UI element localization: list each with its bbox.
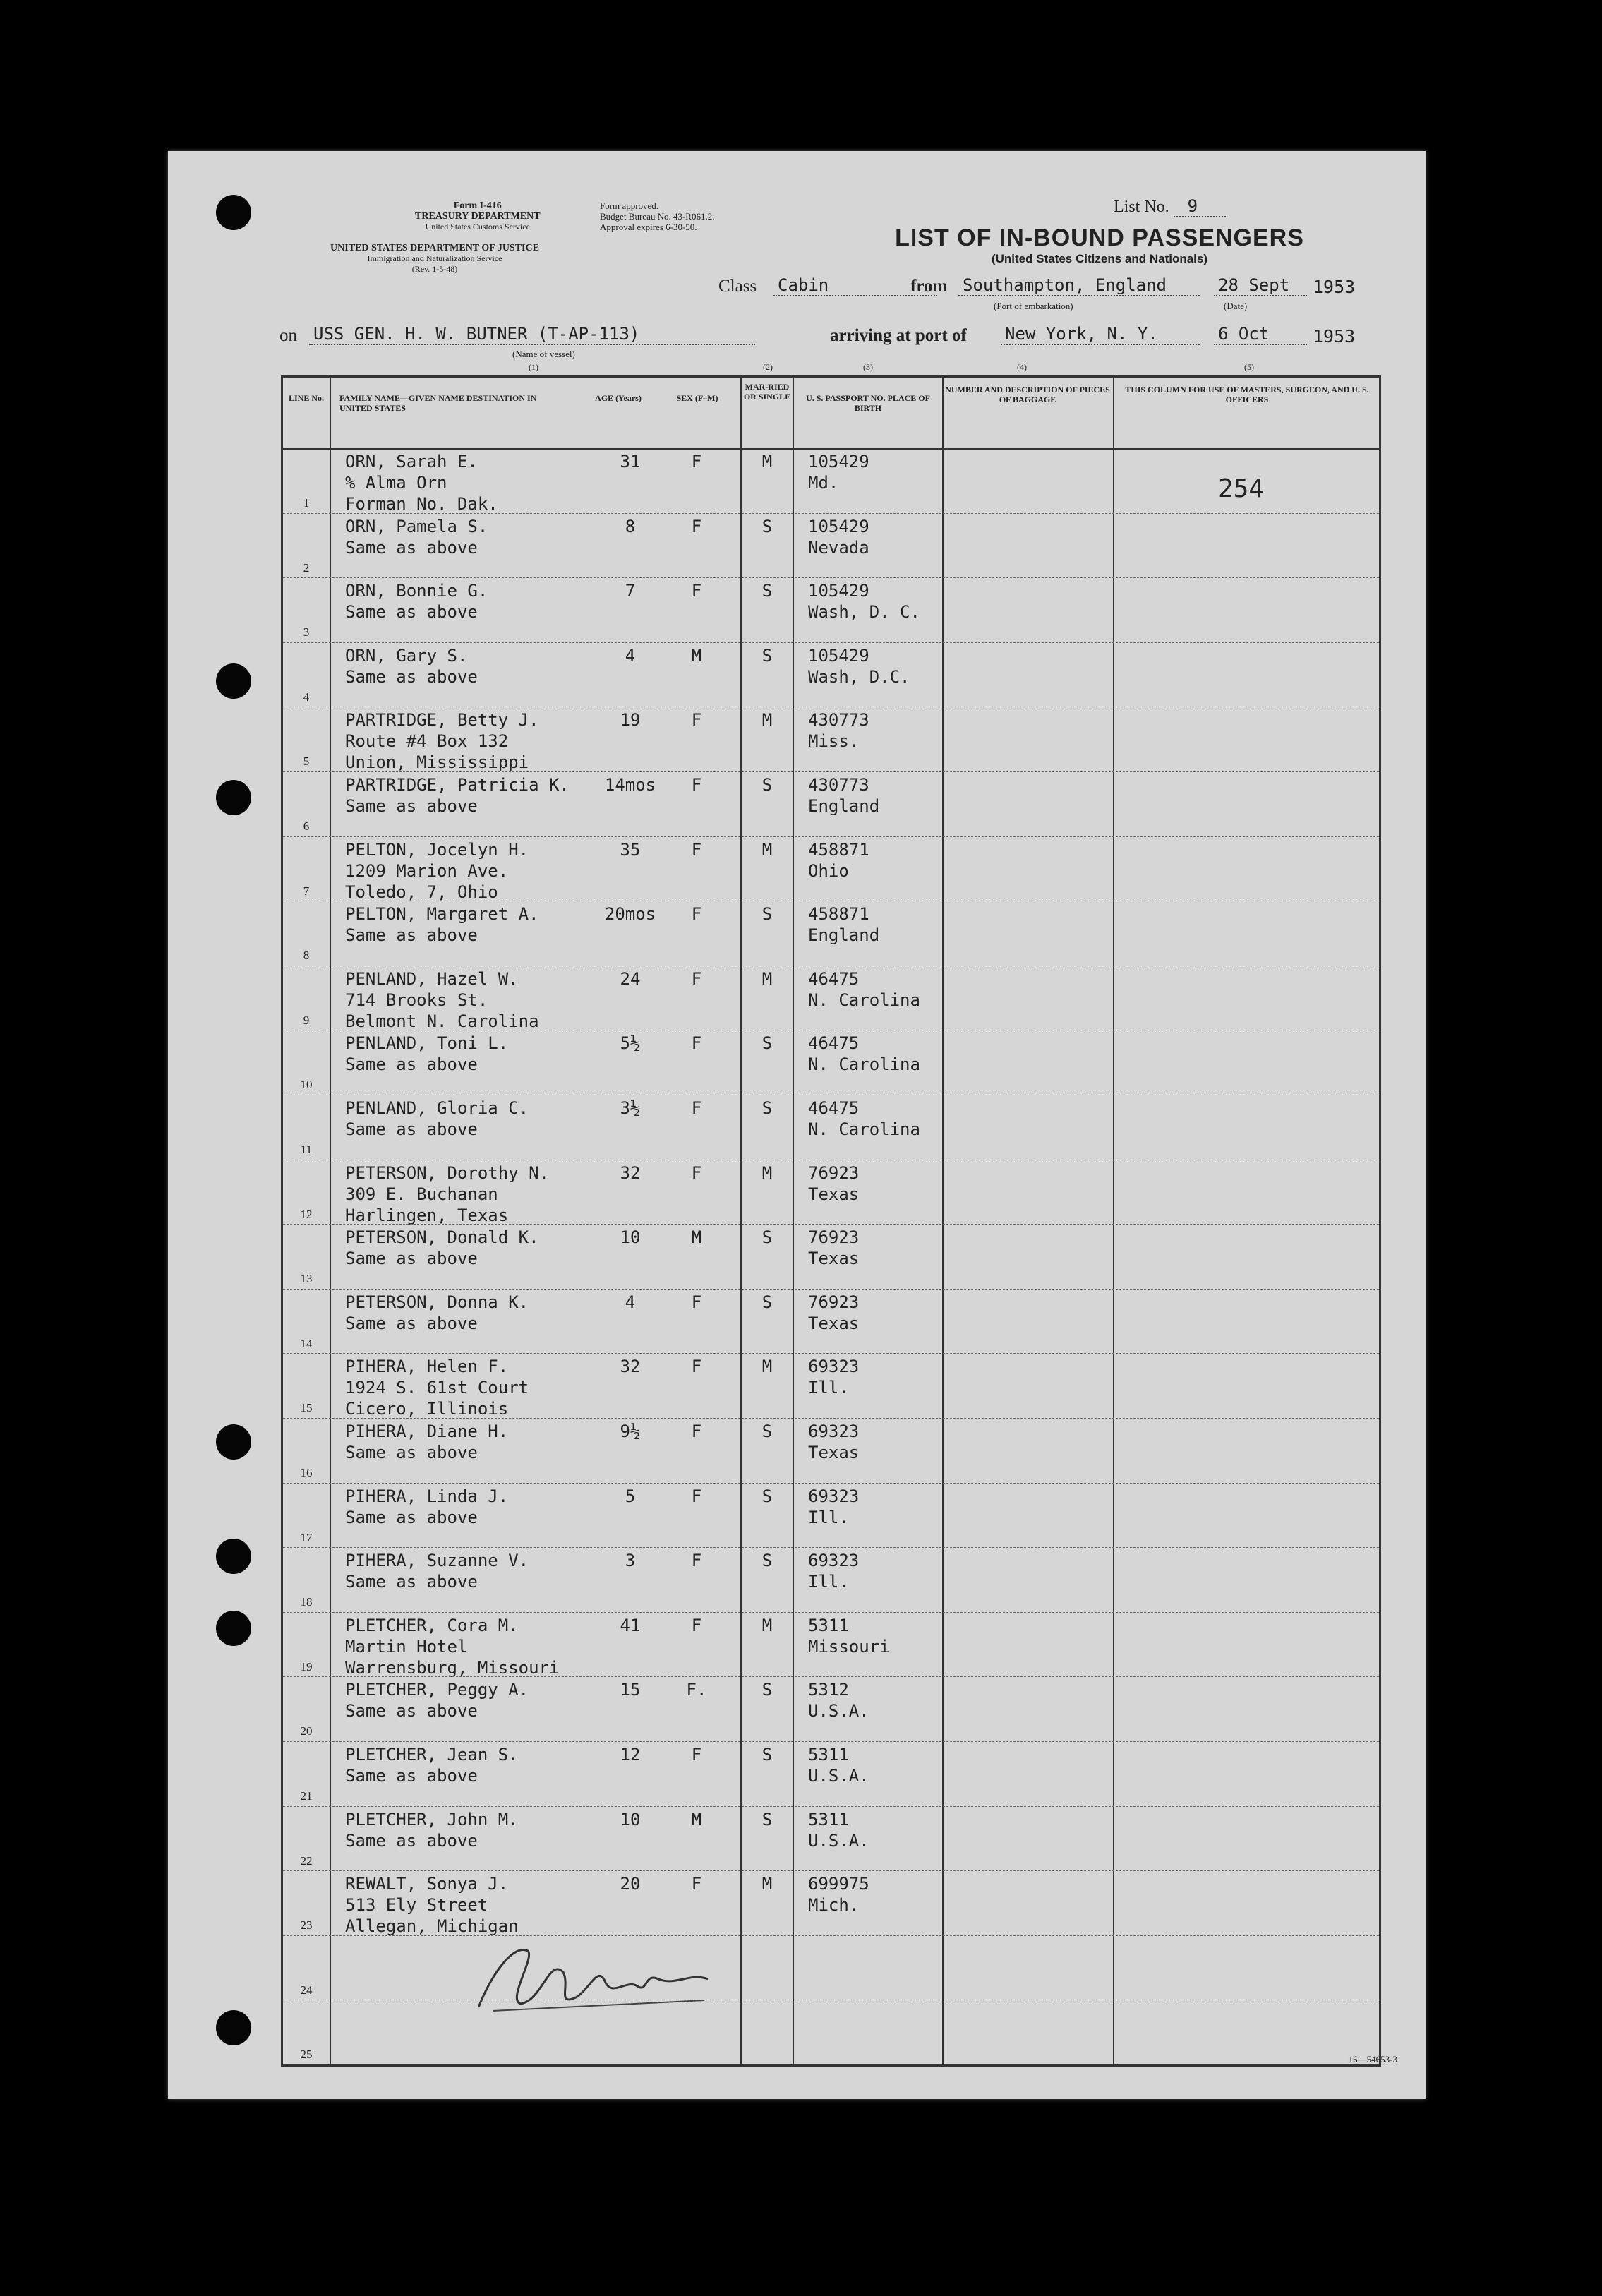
passenger-age: 41 (620, 1615, 641, 1635)
passenger-age: 7 (625, 581, 636, 601)
marital-status: S (761, 1292, 773, 1312)
passport-birthplace: 46475 N. Carolina (808, 968, 920, 1010)
passport-birthplace: 5311 U.S.A. (808, 1745, 869, 1786)
from-value: Southampton, England (958, 275, 1200, 296)
col-baggage: NUMBER AND DESCRIPTION OF PIECES OF BAGGAGE (945, 385, 1110, 404)
revision: (Rev. 1-5-48) (411, 264, 458, 274)
form-approved: Form approved. (600, 200, 659, 211)
marital-status: M (761, 1615, 773, 1635)
passport-birthplace: 430773 England (808, 775, 880, 816)
passport-birthplace: 105429 Nevada (808, 516, 869, 558)
marital-status: S (761, 904, 773, 925)
passenger-name: PLETCHER, Peggy A. Same as above (345, 1680, 529, 1721)
passenger-age: 5 (625, 1486, 636, 1506)
customs-service: United States Customs Service (425, 222, 530, 232)
passenger-name: PENLAND, Hazel W. 714 Brooks St. Belmont N. Carolina (345, 968, 539, 1031)
col-officers: THIS COLUMN FOR USE OF MASTERS, SURGEON, AND U. S. OFFICERS (1125, 385, 1369, 404)
passenger-sex: F (691, 581, 702, 601)
page-title (888, 224, 1311, 266)
row-divider (283, 771, 1379, 772)
passenger-name: PLETCHER, Jean S. Same as above (345, 1745, 519, 1786)
passenger-sex: F (691, 1098, 702, 1118)
binder-hole (216, 1424, 251, 1460)
passenger-age: 10 (620, 1227, 641, 1248)
passenger-table (281, 362, 1381, 2067)
marital-status: M (761, 839, 773, 860)
passenger-name: PIHERA, Suzanne V. Same as above (345, 1551, 529, 1592)
marital-status: M (761, 1162, 773, 1183)
title-sub: (United States Citizens and Nationals) (991, 252, 1208, 265)
line-number: 22 (300, 1853, 313, 1868)
class-label: Class (718, 277, 757, 296)
passenger-name: PELTON, Margaret A. Same as above (345, 904, 539, 946)
col-married: MAR-RIED OR SINGLE (743, 382, 791, 402)
line-number: 4 (303, 690, 310, 704)
row-divider (283, 1806, 1379, 1807)
passenger-sex: F (691, 968, 702, 989)
passenger-sex: F (691, 452, 702, 471)
passenger-name: PIHERA, Helen F. 1924 S. 61st Court Cicero, Illinois (345, 1357, 529, 1419)
passenger-name: PARTRIDGE, Betty J. Route #4 Box 132 Union, Mississippi (345, 710, 539, 773)
passenger-sex: F (691, 1357, 702, 1377)
handwritten-signature (464, 1930, 733, 2028)
passenger-name: PENLAND, Gloria C. Same as above (345, 1098, 529, 1139)
col-divider (330, 378, 331, 2064)
passenger-sex: F. (686, 1680, 707, 1700)
passport-birthplace: 46475 N. Carolina (808, 1033, 920, 1075)
marital-status: S (761, 1486, 773, 1506)
binder-hole (216, 195, 251, 230)
row-divider (283, 1612, 1379, 1613)
passenger-age: 4 (625, 645, 636, 666)
passenger-name: PENLAND, Toni L. Same as above (345, 1033, 509, 1075)
marital-status: S (761, 1422, 773, 1441)
vessel-label: (Name of vessel) (512, 349, 575, 359)
marital-status: S (761, 1033, 773, 1054)
col-passport: U. S. PASSPORT NO. PLACE OF BIRTH (806, 393, 930, 413)
passport-birthplace: 5311 U.S.A. (808, 1809, 869, 1851)
row-divider (283, 1483, 1379, 1484)
passenger-sex: F (691, 1745, 702, 1765)
passport-birthplace: 105429 Wash, D. C. (808, 581, 920, 623)
line-number: 8 (303, 949, 310, 963)
line-number: 24 (300, 1983, 313, 1997)
passenger-name: PLETCHER, John M. Same as above (345, 1809, 519, 1851)
list-no-value: 9 (1174, 196, 1226, 217)
line-number: 15 (300, 1401, 313, 1415)
row-divider (283, 1935, 1379, 1936)
passport-birthplace: 430773 Miss. (808, 710, 869, 752)
passport-birthplace: 76923 Texas (808, 1227, 860, 1269)
passenger-age: 8 (625, 516, 636, 536)
passport-birthplace: 5312 U.S.A. (808, 1680, 869, 1721)
passenger-age: 4 (625, 1292, 636, 1312)
passport-birthplace: 458871 England (808, 904, 880, 946)
col-divider (1113, 378, 1114, 2064)
passenger-age: 12 (620, 1745, 641, 1765)
passenger-name: PIHERA, Diane H. Same as above (345, 1422, 509, 1462)
passenger-name: PARTRIDGE, Patricia K. Same as above (345, 775, 570, 816)
passport-birthplace: 69323 Texas (808, 1422, 860, 1462)
class-value: Cabin (773, 275, 937, 296)
passport-birthplace: 69323 Ill. (808, 1551, 860, 1592)
arrival-year: 1953 (1313, 326, 1356, 347)
passenger-age: 32 (620, 1357, 641, 1377)
arrival-date: 6 Oct (1214, 324, 1307, 345)
passenger-sex: M (691, 645, 702, 666)
passenger-age: 10 (620, 1809, 641, 1829)
treasury-block (415, 200, 541, 232)
line-number: 3 (303, 625, 310, 639)
col-number-5: (5) (1244, 362, 1254, 372)
passenger-sex: F (691, 1292, 702, 1312)
marital-status: M (761, 452, 773, 471)
approval-expiry: Approval expires 6-30-50. (600, 222, 697, 232)
line-number: 10 (300, 1078, 313, 1092)
row-divider (283, 642, 1379, 643)
col-number-2: (2) (763, 362, 773, 372)
marital-status: M (761, 1874, 773, 1894)
row-divider (283, 577, 1379, 578)
passenger-sex: F (691, 839, 702, 860)
passport-birthplace: 76923 Texas (808, 1292, 860, 1333)
passenger-name: ORN, Gary S. Same as above (345, 645, 478, 687)
port-label: (Port of embarkation) (994, 301, 1073, 311)
marital-status: S (761, 1680, 773, 1700)
passenger-name: PLETCHER, Cora M. Martin Hotel Warrensburg, Missouri (345, 1615, 560, 1678)
passenger-sex: F (691, 775, 702, 795)
binder-hole (216, 780, 251, 815)
header-divider (283, 448, 1379, 450)
form-approval (600, 200, 714, 232)
passport-birthplace: 105429 Md. (808, 452, 869, 493)
from-label: from (910, 277, 948, 296)
passenger-name: PIHERA, Linda J. Same as above (345, 1486, 509, 1527)
manifest-sheet (168, 151, 1426, 2099)
line-number: 12 (300, 1207, 313, 1221)
marital-status: M (761, 968, 773, 989)
col-sex: SEX (F–M) (676, 393, 718, 403)
line-number: 7 (303, 884, 310, 898)
passport-birthplace: 5311 Missouri (808, 1615, 890, 1657)
col-age: AGE (Years) (595, 393, 642, 403)
arrival-port: New York, N. Y. (1001, 324, 1200, 345)
passenger-age: 35 (620, 839, 641, 860)
passenger-sex: F (691, 516, 702, 536)
form-code: 16—54653-3 (1348, 2054, 1397, 2064)
list-number (1114, 196, 1226, 217)
passenger-sex: F (691, 1615, 702, 1635)
passenger-age: 20 (620, 1874, 641, 1894)
line-number: 14 (300, 1336, 313, 1350)
marital-status: S (761, 1809, 773, 1829)
passenger-name: PELTON, Jocelyn H. 1209 Marion Ave. Toledo, 7, Ohio (345, 839, 529, 902)
passenger-sex: F (691, 1551, 702, 1571)
line-number: 23 (300, 1918, 313, 1933)
passport-birthplace: 69323 Ill. (808, 1357, 860, 1398)
passenger-sex: F (691, 1874, 702, 1894)
form-number: Form I-416 (453, 200, 502, 211)
passenger-sex: F (691, 1162, 702, 1183)
officer-stamp-number: 254 (1218, 474, 1265, 503)
passenger-age: 5½ (620, 1033, 641, 1054)
passenger-age: 19 (620, 710, 641, 731)
line-number: 2 (303, 560, 310, 575)
marital-status: S (761, 516, 773, 536)
arriving-label: arriving at port of (830, 326, 967, 345)
binder-hole (216, 1539, 251, 1574)
marital-status: S (761, 1745, 773, 1765)
passport-birthplace: 105429 Wash, D.C. (808, 645, 910, 687)
row-divider (283, 1547, 1379, 1548)
line-number: 16 (300, 1466, 313, 1479)
col-number-4: (4) (1017, 362, 1027, 372)
passenger-age: 24 (620, 968, 641, 989)
passenger-sex: F (691, 710, 702, 731)
passenger-age: 20mos (604, 904, 656, 925)
passenger-age: 3 (625, 1551, 636, 1571)
passenger-age: 32 (620, 1162, 641, 1183)
departure-year: 1953 (1313, 277, 1356, 297)
line-number: 13 (300, 1272, 313, 1286)
col-number-3: (3) (863, 362, 873, 372)
departure-date: 28 Sept (1214, 275, 1307, 296)
on-label: on (279, 326, 297, 345)
line-number: 19 (300, 1659, 313, 1673)
row-divider (283, 513, 1379, 514)
passenger-sex: F (691, 1033, 702, 1054)
row-divider (283, 1353, 1379, 1354)
passenger-age: 31 (620, 452, 641, 471)
marital-status: S (761, 645, 773, 666)
marital-status: S (761, 1227, 773, 1248)
marital-status: M (761, 710, 773, 731)
line-number: 18 (300, 1595, 313, 1609)
passenger-sex: F (691, 1486, 702, 1506)
binder-hole (216, 1611, 251, 1646)
row-divider (283, 1741, 1379, 1742)
line-number: 20 (300, 1724, 313, 1738)
passenger-name: PETERSON, Dorothy N. 309 E. Buchanan Harlingen, Texas (345, 1162, 549, 1225)
passenger-name: ORN, Sarah E. % Alma Orn Forman No. Dak. (345, 452, 498, 514)
passenger-age: 9½ (620, 1422, 641, 1441)
line-number: 9 (303, 1013, 310, 1027)
line-number: 11 (300, 1143, 313, 1156)
row-divider (283, 1224, 1379, 1225)
passenger-age: 15 (620, 1680, 641, 1700)
passenger-age: 3½ (620, 1098, 641, 1118)
marital-status: S (761, 775, 773, 795)
col-divider (942, 378, 944, 2064)
col-number-1: (1) (529, 362, 538, 372)
budget-bureau: Budget Bureau No. 43-R061.2. (600, 211, 715, 222)
line-number: 25 (300, 2048, 313, 2062)
marital-status: S (761, 581, 773, 601)
line-number: 1 (303, 496, 310, 510)
passenger-name: ORN, Bonnie G. Same as above (345, 581, 488, 623)
passport-birthplace: 46475 N. Carolina (808, 1098, 920, 1139)
justice-dept: UNITED STATES DEPARTMENT OF JUSTICE (330, 243, 539, 253)
row-divider (283, 1676, 1379, 1677)
col-name: FAMILY NAME—GIVEN NAME DESTINATION IN UNITED STATES (339, 393, 537, 413)
line-number: 21 (300, 1789, 313, 1803)
row-divider (283, 1870, 1379, 1871)
passport-birthplace: 699975 Mich. (808, 1874, 869, 1916)
vessel-name: USS GEN. H. W. BUTNER (T-AP-113) (309, 324, 755, 345)
passenger-sex: F (691, 1422, 702, 1441)
treasury-dept: TREASURY DEPARTMENT (415, 211, 541, 222)
passenger-sex: M (691, 1227, 702, 1248)
col-divider (793, 378, 794, 2064)
passenger-sex: M (691, 1809, 702, 1829)
marital-status: S (761, 1551, 773, 1571)
passenger-name: PETERSON, Donna K. Same as above (345, 1292, 529, 1333)
passport-birthplace: 458871 Ohio (808, 839, 869, 881)
passenger-name: ORN, Pamela S. Same as above (345, 516, 488, 558)
passport-birthplace: 76923 Texas (808, 1162, 860, 1204)
marital-status: S (761, 1098, 773, 1118)
passenger-age: 14mos (604, 775, 656, 795)
binder-hole (216, 663, 251, 699)
title-main: LIST OF IN-BOUND PASSENGERS (895, 224, 1304, 251)
row-divider (283, 836, 1379, 837)
col-line: LINE No. (288, 393, 324, 403)
row-divider (283, 1289, 1379, 1290)
ins-service: Immigration and Naturalization Service (367, 253, 502, 263)
row-divider (283, 1418, 1379, 1419)
date-label: (Date) (1224, 301, 1248, 311)
line-number: 6 (303, 819, 310, 833)
list-no-label: List No. (1114, 198, 1169, 216)
line-number: 5 (303, 755, 310, 769)
passport-birthplace: 69323 Ill. (808, 1486, 860, 1527)
passenger-name: PETERSON, Donald K. Same as above (345, 1227, 539, 1269)
marital-status: M (761, 1357, 773, 1377)
line-number: 17 (300, 1530, 313, 1544)
passenger-name: REWALT, Sonya J. 513 Ely Street Allegan, Michigan (345, 1874, 519, 1937)
passenger-sex: F (691, 904, 702, 925)
binder-hole (216, 2010, 251, 2045)
justice-block (279, 243, 590, 275)
